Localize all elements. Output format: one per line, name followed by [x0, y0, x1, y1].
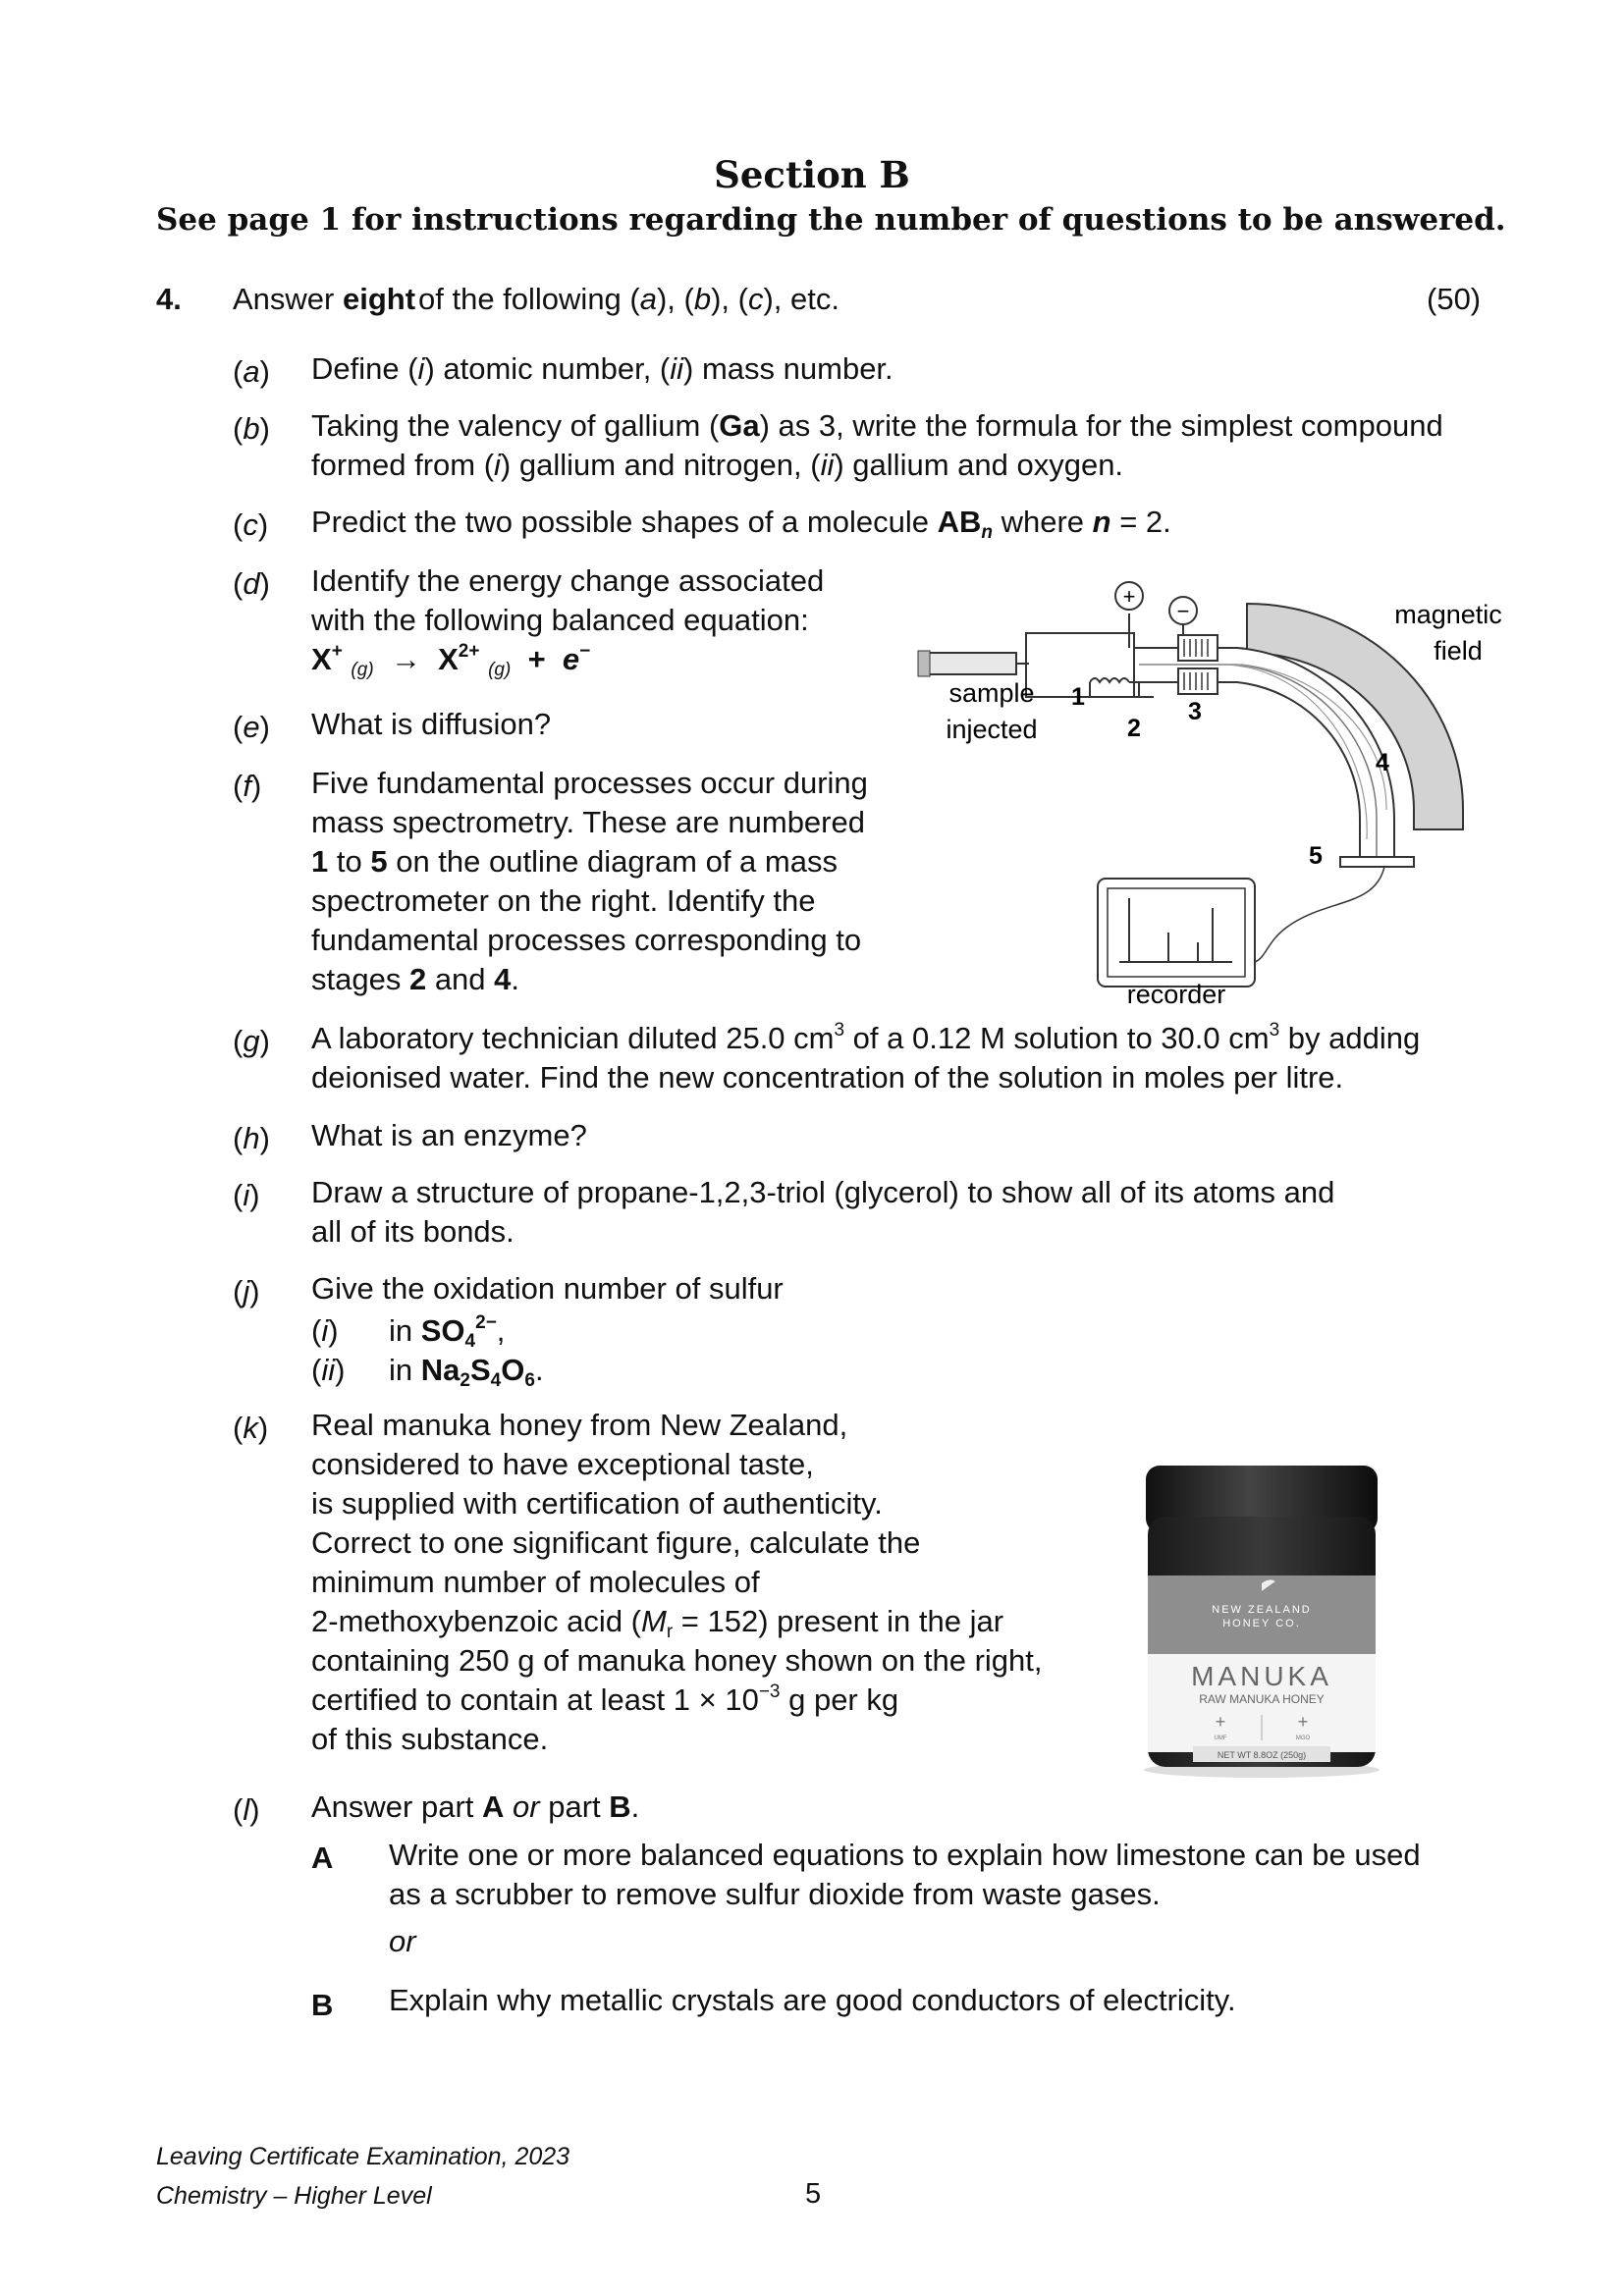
question-intro-tail: of the following (a), (b), (c), etc.: [418, 282, 839, 316]
part-j-sub-i-text: in $SO_4^{2-}$,: [389, 1312, 506, 1352]
part-c-text: Predict the two possible shapes of a molecule $AB_n$ where n = 2.: [311, 505, 1171, 543]
mass-spectrometer-diagram: [913, 574, 1502, 1016]
part-d-text: Identify the energy change associated with the following balanced equation: X+ $_{(g)} \to X^{2+}$ $_{(g)}$ + e−: [311, 563, 825, 680]
part-j-label: (j): [233, 1274, 260, 1308]
part-b-text: Taking the valency of gallium (Ga) as 3, write the formula for the simplest compound formed from (i) gallium and nitrogen, (ii) gallium and oxygen.: [311, 408, 1443, 482]
question-number: 4.: [156, 282, 182, 316]
part-l-A-label: A: [311, 1841, 334, 1875]
jar-umf: UMF: [1214, 1735, 1227, 1741]
jar-product-name: MANUKA: [1191, 1661, 1332, 1691]
part-a-text: Define (i) atomic number, (ii) mass number.: [311, 351, 893, 386]
recorder-label: recorder: [1126, 980, 1226, 1009]
jar-subtitle: RAW MANUKA HONEY: [1199, 1692, 1325, 1706]
part-k-label: (k): [233, 1411, 269, 1445]
part-l-B-text: Explain why metallic crystals are good conductors of electricity.: [389, 1983, 1236, 2017]
part-l-A-text: Write one or more balanced equations to explain how limestone can be used as a scrubber to remove sulfur dioxide from waste gases.: [389, 1838, 1421, 1911]
mgo-plus-icon: +: [1297, 1712, 1309, 1732]
stage-4-label: 4: [1376, 749, 1389, 776]
part-e-label: (e): [233, 710, 270, 744]
part-f-text: Five fundamental processes occur during mass spectrometry. These are numbered 1 to 5 on the outline diagram of a mass spectrometer on the right. Identify the fundamental processes corresponding to stages 2 and 4.: [311, 766, 868, 996]
stage-2-label: 2: [1127, 715, 1141, 742]
ionisation-equation: X+ $_{(g)} \to X^{2+}$ $_{(g)}$ + e−: [311, 641, 591, 680]
part-l-label: (l): [233, 1792, 260, 1827]
part-f-label: (f): [233, 769, 262, 803]
footer-exam: Leaving Certificate Examination, 2023: [156, 2143, 570, 2170]
part-j-sub-ii-label: (ii): [311, 1353, 346, 1387]
part-k-text: Real manuka honey from New Zealand, considered to have exceptional taste, is supplied with certification of authenticity. Correct to one significant figure, calculate the minimum number of molecules of 2-methoxybenzoic acid $(M_r = 152)$ present in the jar containing 250 g of manuka honey shown on the right, certified to contain at least $1 \times 10^{-3}$ g per kg of this substance.: [311, 1408, 1043, 1756]
part-g-text: A laboratory technician diluted 25.0 $cm^3$ of a 0.12 M solution to 30.0 $cm^3$ by adding deionised water. Find the new concentration of the solution in moles per litre.: [311, 1020, 1421, 1095]
jar-brand-line1: NEW ZEALAND: [1212, 1604, 1312, 1616]
part-c-label: (c): [233, 507, 269, 542]
jar-brand-line2: HONEY CO.: [1222, 1618, 1301, 1629]
part-e-text: What is diffusion?: [311, 707, 552, 741]
part-g-label: (g): [233, 1024, 270, 1058]
positive-terminal: +: [1122, 584, 1136, 609]
part-h-label: (h): [233, 1121, 270, 1155]
part-d-label: (d): [233, 566, 270, 601]
question-marks: (50): [1427, 282, 1482, 316]
part-l-B-label: B: [311, 1988, 334, 2022]
part-j-text: Give the oxidation number of sulfur: [311, 1271, 784, 1306]
part-h-text: What is an enzyme?: [311, 1118, 587, 1152]
part-j-sub-ii-text: in $Na_2S_4O_6$.: [389, 1353, 544, 1391]
part-i-text: Draw a structure of propane-1,2,3-triol (glycerol) to show all of its atoms and all of its bonds.: [311, 1175, 1335, 1249]
jar-net-weight: NET WT 8.8OZ (250g): [1217, 1750, 1307, 1760]
sample-injected-label: sample: [948, 678, 1035, 708]
manuka-honey-jar: [1134, 1458, 1389, 1782]
section-title: Section B: [714, 153, 910, 196]
stage-3-label: 3: [1188, 698, 1202, 725]
part-l-or: or: [389, 1924, 416, 1958]
part-j-sub-i-label: (i): [311, 1313, 339, 1348]
stage-5-label: 5: [1309, 842, 1323, 870]
sample-injected-label-2: injected: [946, 715, 1038, 744]
umf-plus-icon: +: [1215, 1712, 1226, 1732]
part-b-label: (b): [233, 411, 270, 446]
part-i-label: (i): [233, 1178, 260, 1212]
question-intro: Answer eight: [233, 282, 416, 316]
jar-mgo: MGO: [1295, 1735, 1311, 1741]
stage-1-label: 1: [1071, 683, 1085, 711]
magnetic-field-label: magnetic: [1394, 600, 1502, 629]
footer-subject: Chemistry – Higher Level: [156, 2182, 432, 2210]
negative-terminal: −: [1176, 599, 1190, 623]
page-number: 5: [805, 2178, 822, 2210]
magnetic-field-label-2: field: [1434, 636, 1483, 666]
part-a-label: (a): [233, 354, 270, 389]
section-instructions: See page 1 for instructions regarding the number of questions to be answered.: [156, 202, 1506, 238]
part-l-text: Answer part A or part B.: [311, 1789, 640, 1824]
